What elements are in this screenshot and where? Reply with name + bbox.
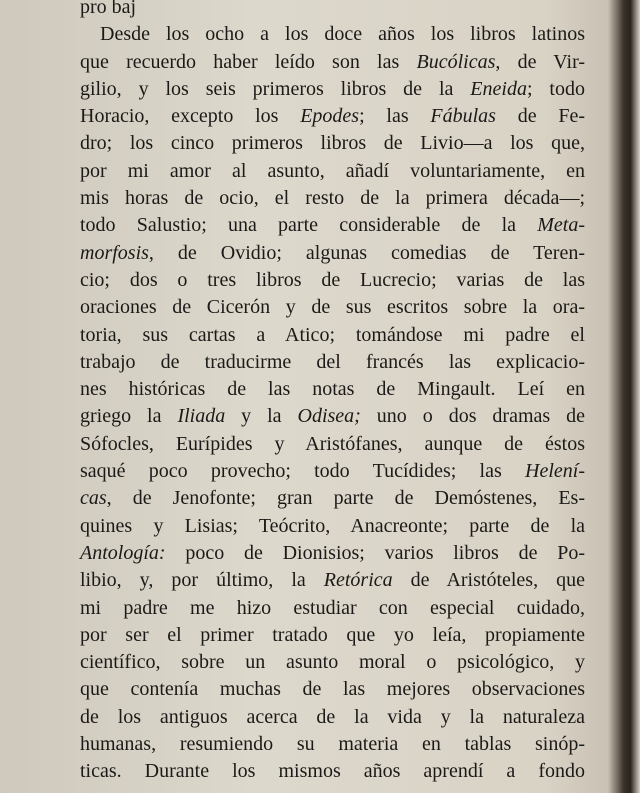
- text-segment: por ser el primer tratado que yo leía, propiamente: [80, 623, 585, 646]
- text-segment: poco de Dionisios; varios libros de Po-: [165, 541, 585, 564]
- text-segment: libio, y, por último, la: [80, 569, 324, 592]
- text-line: [80, 49, 585, 76]
- text-segment: científico, sobre un asunto moral o psicológico, y: [80, 651, 585, 674]
- text-segment: griego la: [80, 405, 178, 428]
- text-segment: humanas, resumiendo su materia en tablas sinóp-: [80, 733, 585, 756]
- text-segment: ; todo: [526, 77, 585, 100]
- text-line: [80, 267, 585, 294]
- text-segment: quines y Lisias; Teócrito, Anacreonte; parte de la: [80, 514, 585, 537]
- text-line: [80, 622, 585, 649]
- text-segment: por mi amor al asunto, añadí voluntariamente, en: [80, 159, 585, 182]
- text-line: [80, 758, 585, 785]
- text-segment: mi padre me hizo estudiar con especial cuidado,: [80, 596, 585, 619]
- italic-title: Helení-: [525, 460, 585, 483]
- text-line: [80, 185, 585, 212]
- text-line: [80, 130, 585, 157]
- italic-title: Odisea;: [297, 405, 361, 428]
- text-segment: de Fe-: [495, 105, 585, 128]
- text-segment: trabajo de traducirme del francés las explicacio-: [80, 350, 585, 373]
- text-segment: Desde los ocho a los doce años los libros latinos: [100, 23, 585, 46]
- text-segment: , de Jenofonte; gran parte de Demóstenes, Es-: [106, 487, 585, 510]
- text-segment: y la: [225, 405, 298, 428]
- text-line: [80, 513, 585, 540]
- text-line: [80, 349, 585, 376]
- text-line: [80, 240, 585, 267]
- italic-title: cas: [80, 487, 107, 510]
- text-line: [80, 458, 585, 485]
- text-segment: todo Salustio; una parte considerable de la: [80, 214, 538, 237]
- italic-title: Retórica: [323, 569, 393, 592]
- text-segment: que contenía muchas de las mejores observaciones: [80, 678, 585, 701]
- text-line: [80, 76, 585, 103]
- text-segment: gilio, y los seis primeros libros de la: [80, 77, 471, 100]
- text-line: [80, 676, 585, 703]
- book-page-text: [80, 0, 585, 786]
- text-segment: nes históricas de las notas de Mingault. Leí en: [80, 378, 585, 401]
- text-line: [80, 376, 585, 403]
- italic-title: Epodes: [300, 105, 360, 128]
- italic-title: Antología:: [80, 541, 166, 564]
- italic-title: Bucólicas: [416, 50, 496, 73]
- text-line: [80, 567, 585, 594]
- italic-title: Fábulas: [430, 105, 496, 128]
- text-segment: que recuerdo haber leído son las: [80, 50, 417, 73]
- text-line: [80, 540, 585, 567]
- text-line: [80, 431, 585, 458]
- text-segment: Sófocles, Eurípides y Aristófanes, aunque de éstos: [80, 432, 585, 455]
- text-segment: dro; los cinco primeros libros de Livio—a los que,: [80, 132, 585, 155]
- text-line: [80, 103, 585, 130]
- text-line: [80, 294, 585, 321]
- text-line: [80, 403, 585, 430]
- text-line: [80, 595, 585, 622]
- text-line: [80, 322, 585, 349]
- text-segment: ticas. Durante los mismos años aprendí a fondo: [80, 760, 585, 783]
- text-segment: de los antiguos acerca de la vida y la naturaleza: [80, 705, 585, 728]
- text-line: [80, 485, 585, 512]
- text-line: [80, 158, 585, 185]
- text-segment: pro baj: [80, 0, 137, 18]
- text-segment: mis horas de ocio, el resto de la primera década—;: [80, 187, 585, 210]
- italic-title: Eneida: [470, 77, 527, 100]
- text-line: [80, 21, 585, 48]
- text-line: [80, 212, 585, 239]
- text-segment: Horacio, excepto los: [80, 105, 301, 128]
- text-line: [80, 0, 585, 21]
- text-segment: de Aristóteles, que: [392, 569, 585, 592]
- text-line: [80, 731, 585, 758]
- text-segment: , de Ovidio; algunas comedias de Teren-: [148, 241, 585, 264]
- text-segment: toria, sus cartas a Atico; tomándose mi padre el: [80, 323, 585, 346]
- text-segment: ; las: [359, 105, 431, 128]
- italic-title: morfosis: [80, 241, 149, 264]
- italic-title: Meta-: [537, 214, 585, 237]
- text-segment: saqué poco provecho; todo Tucídides; las: [80, 460, 526, 483]
- text-segment: , de Vir-: [495, 50, 586, 73]
- text-segment: cio; dos o tres libros de Lucrecio; varias de las: [80, 268, 585, 291]
- text-line: [80, 704, 585, 731]
- text-segment: uno o dos dramas de: [360, 405, 586, 428]
- italic-title: Iliada: [177, 405, 226, 428]
- text-line: [80, 649, 585, 676]
- text-segment: oraciones de Cicerón y de sus escritos sobre la ora-: [80, 296, 585, 319]
